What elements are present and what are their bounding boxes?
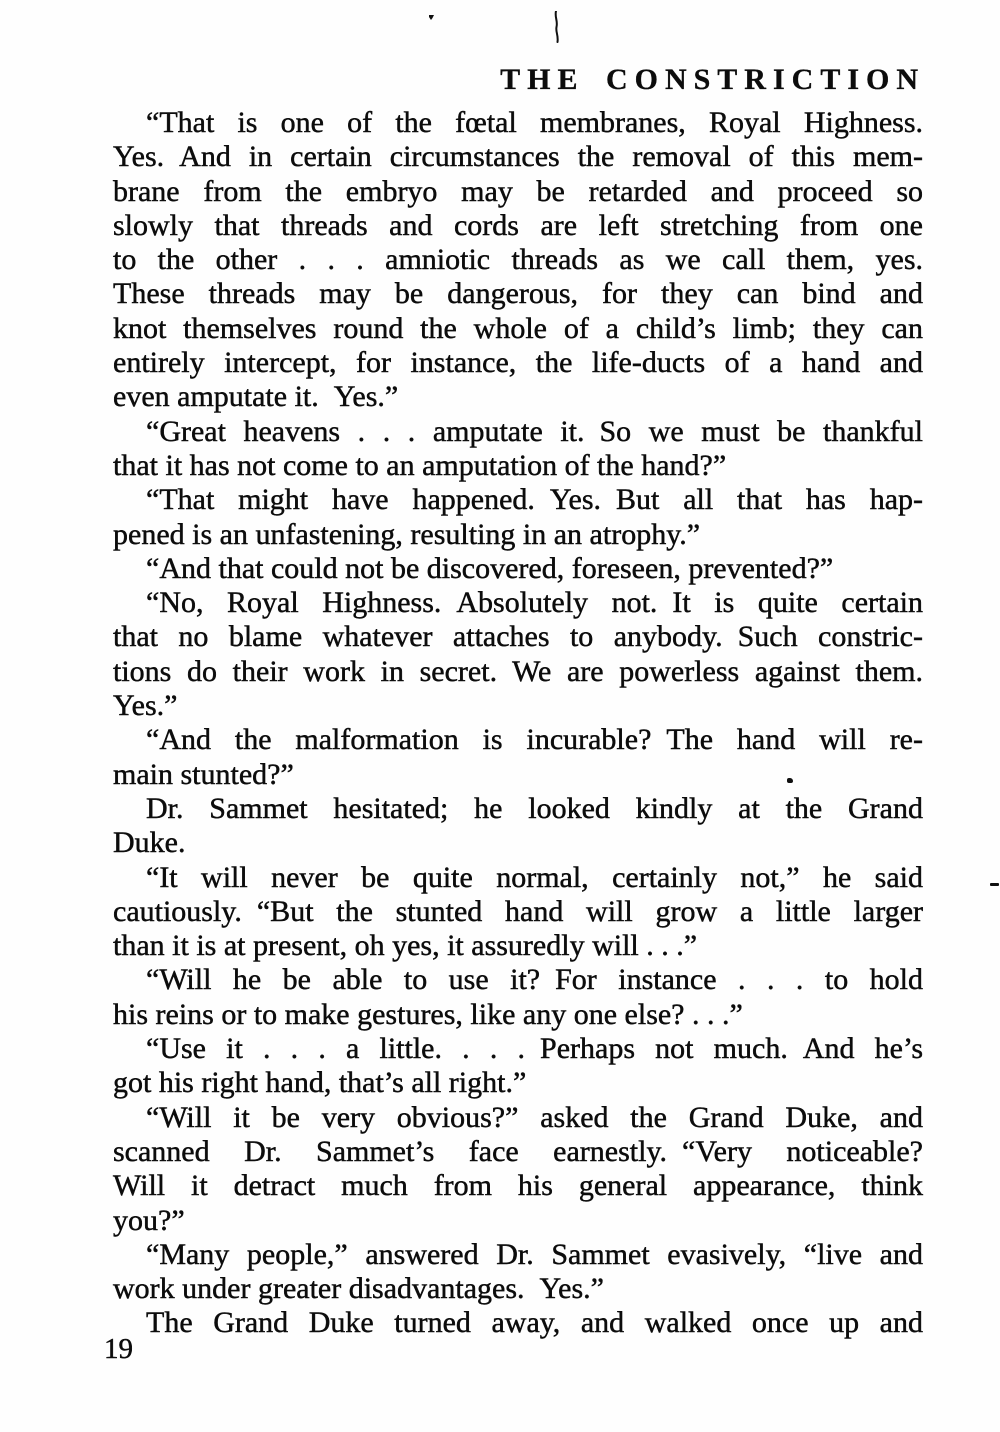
text-line: “That is one of the fœtal membranes, Royal Highness. xyxy=(146,106,923,139)
text-line: “Will he be able to use it? For instance . . . to hold xyxy=(146,963,923,997)
text-line: “Many people,” answered Dr. Sammet evasively, “live and xyxy=(146,1237,923,1271)
text-line: to the other . . . amniotic threads as we call them, yes. xyxy=(113,243,923,277)
text-line: “And that could not be discovered, foreseen, prevented?” xyxy=(146,551,834,585)
text-block xyxy=(113,106,923,1341)
text-line: brane from the embryo may be retarded and proceed so xyxy=(113,174,923,208)
text-line: you?” xyxy=(113,1203,185,1237)
text-line: Yes. And in certain circumstances the removal of this mem- xyxy=(113,140,923,174)
scan-speck-icon xyxy=(990,883,999,886)
text-line: pened is an unfastening, resulting in an atrophy.” xyxy=(113,517,701,551)
text-line: “It will never be quite normal, certainly not,” he said xyxy=(146,860,923,894)
text-line: Yes.” xyxy=(113,689,178,723)
text-line: “Use it . . . a little. . . . Perhaps not much. And he’s xyxy=(146,1032,923,1066)
page-header: THE CONSTRICTION xyxy=(500,63,925,96)
text-line: scanned Dr. Sammet’s face earnestly. “Very noticeable? xyxy=(113,1134,923,1168)
text-line: Duke. xyxy=(113,826,186,860)
text-line: Dr. Sammet hesitated; he looked kindly at the Grand xyxy=(146,791,923,825)
text-line: “Great heavens . . . amputate it. So we must be thankful xyxy=(146,414,923,448)
text-line: main stunted?” xyxy=(113,757,294,791)
text-line: Will it detract much from his general appearance, think xyxy=(113,1169,923,1203)
text-line: The Grand Duke turned away, and walked once up and xyxy=(146,1306,923,1340)
text-line: “And the malformation is incurable? The hand will re- xyxy=(146,723,923,757)
text-line: his reins or to make gestures, like any one else? . . .” xyxy=(113,997,743,1031)
text-line: that no blame whatever attaches to anybody. Such constric- xyxy=(113,620,923,654)
text-line: even amputate it. Yes.” xyxy=(113,380,399,414)
page-number: 19 xyxy=(104,1333,133,1365)
text-line: than it is at present, oh yes, it assuredly will . . .” xyxy=(113,929,698,963)
scan-squiggle-icon xyxy=(549,11,563,43)
text-line: knot themselves round the whole of a child’s limb; they can xyxy=(113,311,923,345)
text-line: tions do their work in secret. We are powerless against them. xyxy=(113,654,923,688)
text-line: work under greater disadvantages. Yes.” xyxy=(113,1272,604,1306)
text-line: “No, Royal Highness. Absolutely not. It is quite certain xyxy=(146,586,923,620)
scan-speck-icon xyxy=(787,778,793,783)
text-line: got his right hand, that’s all right.” xyxy=(113,1066,527,1100)
text-line: “That might have happened. Yes. But all that has hap- xyxy=(146,483,923,517)
text-line: “Will it be very obvious?” asked the Grand Duke, and xyxy=(146,1100,923,1134)
text-line: slowly that threads and cords are left stretching from one xyxy=(113,208,923,242)
text-line: These threads may be dangerous, for they can bind and xyxy=(113,277,923,311)
text-line: entirely intercept, for instance, the life-ducts of a hand and xyxy=(113,346,923,380)
text-line: that it has not come to an amputation of the hand?” xyxy=(113,448,727,482)
text-line: cautiously. “But the stunted hand will grow a little larger xyxy=(113,894,923,928)
scan-speck-icon xyxy=(429,15,434,20)
